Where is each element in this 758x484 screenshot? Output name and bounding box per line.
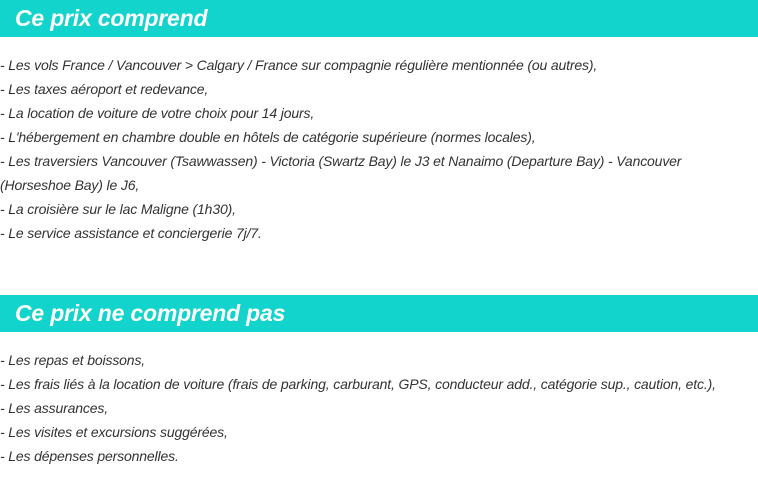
list-item: - La location de voiture de votre choix pour 14 jours,	[0, 105, 315, 121]
section-header-included	[0, 0, 758, 37]
list-item: - Les dépenses personnelles.	[0, 448, 179, 464]
list-item: - Les vols France / Vancouver > Calgary / France sur compagnie régulière mentionnée (ou autres),	[0, 57, 598, 73]
list-item: - La croisière sur le lac Maligne (1h30),	[0, 201, 236, 217]
list-item: - Les frais liés à la location de voiture (frais de parking, carburant, GPS, conducteur add., catégorie sup., caution, etc.),	[0, 376, 716, 392]
section-header-not-included	[0, 295, 758, 332]
included-list	[0, 53, 745, 245]
section-title-included: Ce prix comprend	[15, 5, 208, 31]
list-item: - Les visites et excursions suggérées,	[0, 424, 228, 440]
list-item: - Les taxes aéroport et redevance,	[0, 81, 209, 97]
section-title-not-included: Ce prix ne comprend pas	[15, 300, 286, 326]
list-item: - Les repas et boissons,	[0, 352, 146, 368]
list-item: - Les traversiers Vancouver (Tsawwassen) - Victoria (Swartz Bay) le J3 et Nanaimo (Departure Bay) - Vancouver (Horseshoe Bay) le J6,	[0, 153, 682, 193]
not-included-list	[0, 348, 745, 468]
list-item: - Les assurances,	[0, 400, 108, 416]
list-item: - L'hébergement en chambre double en hôtels de catégorie supérieure (normes locales),	[0, 129, 536, 145]
list-item: - Le service assistance et conciergerie 7j/7.	[0, 225, 262, 241]
